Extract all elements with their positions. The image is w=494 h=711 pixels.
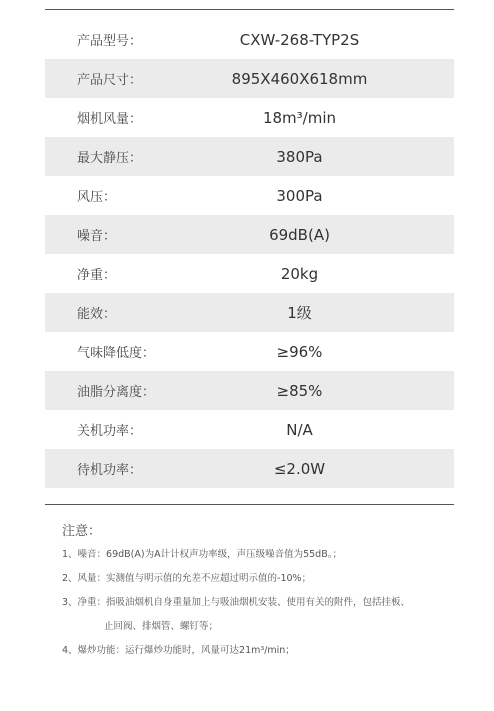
- spec-value: 300Pa: [276, 186, 323, 205]
- spec-label: 噪音：: [77, 229, 117, 244]
- bottom-divider: [45, 504, 454, 505]
- spec-row-energy-efficiency: [45, 293, 454, 332]
- top-divider: [45, 9, 454, 10]
- spec-value: 1级: [287, 304, 312, 322]
- spec-value: 20kg: [280, 264, 319, 283]
- spec-row-wind-pressure: [45, 176, 454, 215]
- spec-row-noise: [45, 215, 454, 254]
- spec-label: 烟机风量：: [77, 112, 143, 127]
- note-item: 4、爆炒功能：运行爆炒功能时，风量可达21m³/min；: [62, 645, 295, 656]
- spec-label: 产品型号：: [77, 34, 143, 49]
- note-item-continuation: 止回阀、排烟管、螺钉等；: [104, 621, 219, 632]
- spec-label: 净重：: [77, 268, 117, 283]
- spec-table: [45, 20, 454, 488]
- spec-label: 待机功率：: [77, 463, 143, 478]
- spec-value: 895X460X618mm: [231, 69, 368, 88]
- spec-label: 最大静压：: [77, 151, 143, 166]
- spec-value: N/A: [286, 420, 313, 439]
- spec-row-off-power: [45, 410, 454, 449]
- spec-value: 18m³/min: [262, 108, 337, 127]
- notes-title: 注意：: [62, 524, 102, 539]
- spec-label: 关机功率：: [77, 424, 143, 439]
- spec-value: 380Pa: [276, 147, 323, 166]
- spec-label: 能效：: [77, 307, 117, 322]
- spec-value: 69dB(A): [269, 225, 330, 244]
- spec-value: ≥96%: [276, 342, 323, 361]
- spec-row-standby-power: [45, 449, 454, 488]
- spec-label: 油脂分离度：: [77, 385, 156, 400]
- spec-row-model: [45, 20, 454, 59]
- spec-row-dimensions: [45, 59, 454, 98]
- spec-label: 产品尺寸：: [77, 73, 143, 88]
- spec-value: ≥85%: [276, 381, 323, 400]
- note-item: 2、风量：实测值与明示值的允差不应超过明示值的-10%；: [62, 573, 312, 584]
- spec-row-net-weight: [45, 254, 454, 293]
- spec-row-grease-separation: [45, 371, 454, 410]
- notes-section: [62, 520, 462, 669]
- spec-row-odor-reduction: [45, 332, 454, 371]
- note-item: 3、净重：指吸油烟机自身重量加上与吸油烟机安装、使用有关的附件，包括挂板、: [62, 597, 411, 608]
- spec-label: 气味降低度：: [77, 346, 156, 361]
- spec-label: 风压：: [77, 190, 117, 205]
- spec-value: CXW-268-TYP2S: [239, 30, 360, 49]
- spec-row-airflow: [45, 98, 454, 137]
- note-item: 1、噪音：69dB(A)为A计计权声功率级，声压级噪音值为55dB。；: [62, 549, 342, 560]
- spec-row-max-static-pressure: [45, 137, 454, 176]
- spec-value: ≤2.0W: [273, 459, 326, 478]
